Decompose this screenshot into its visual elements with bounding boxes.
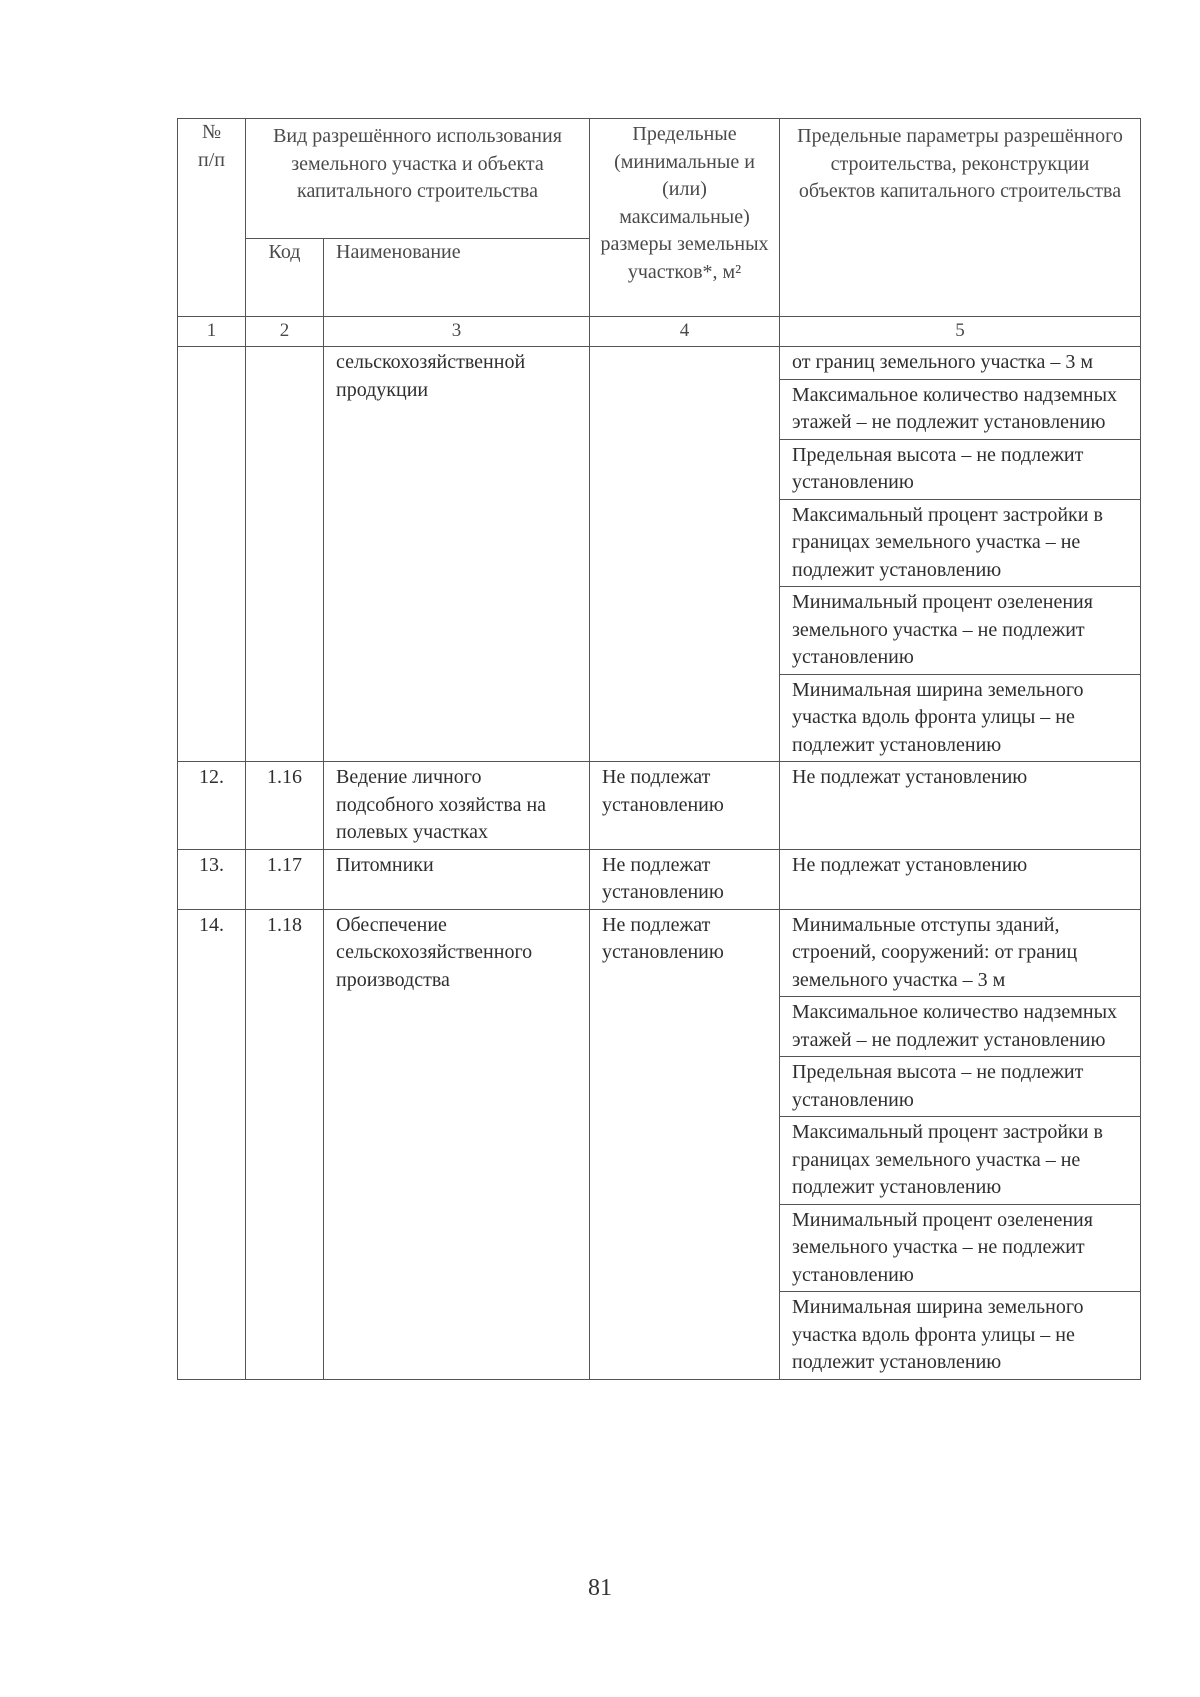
column-index-row xyxy=(178,317,1141,347)
row-code xyxy=(246,909,324,1379)
param-item: Минимальная ширина земельного участка вдоль фронта улицы – не подлежит установлению xyxy=(780,1291,1140,1379)
row-size-text: Не подлежат установлению xyxy=(602,913,724,963)
row-name-text: Ведение личного подсобного хозяйства на полевых участках xyxy=(336,766,547,843)
param-item: Максимальное количество надземных этажей – не подлежит установлению xyxy=(780,996,1140,1056)
row-code xyxy=(246,849,324,909)
row-num-text xyxy=(178,347,245,349)
col-index-cell: 4 xyxy=(590,317,780,347)
header-sizes: Предельные (минимальные и (или) максимальные) размеры земельных участков*, м² xyxy=(590,119,780,317)
col-index-cell: 1 xyxy=(178,317,246,347)
land-use-table xyxy=(177,118,1141,1380)
row-num-text: 12. xyxy=(199,766,224,788)
row-name-text: Питомники xyxy=(336,853,434,876)
row-params xyxy=(780,849,1141,909)
row-num-text: 14. xyxy=(199,913,224,936)
row-code-text: 1.17 xyxy=(267,853,302,876)
row-params xyxy=(780,347,1141,762)
table-row xyxy=(178,909,1141,1379)
row-num xyxy=(178,909,246,1379)
row-size xyxy=(590,762,780,850)
row-size-text: Не подлежат установлению xyxy=(602,853,724,903)
param-item: Максимальный процент застройки в границах земельного участка – не подлежит установлению xyxy=(780,499,1140,587)
param-item: Максимальное количество надземных этажей – не подлежит установлению xyxy=(780,379,1140,439)
row-name xyxy=(324,909,590,1379)
param-item: Минимальная ширина земельного участка вдоль фронта улицы – не подлежит установлению xyxy=(780,674,1140,762)
param-item: Минимальный процент озеленения земельного участка – не подлежит установлению xyxy=(780,1204,1140,1292)
table-header-row xyxy=(178,119,1141,239)
param-item: Максимальный процент застройки в границах земельного участка – не подлежит установлению xyxy=(780,1116,1140,1204)
param-item: Не подлежат установлению xyxy=(792,853,1028,876)
param-item: от границ земельного участка – 3 м xyxy=(792,351,1093,373)
col-index-cell: 3 xyxy=(324,317,590,347)
page-number: 81 xyxy=(588,1575,612,1601)
param-item: Минимальный процент озеленения земельного участка – не подлежит установлению xyxy=(780,586,1140,674)
row-name-text: Обеспечение сельскохозяйственного производства xyxy=(336,913,533,991)
row-size xyxy=(590,347,780,762)
row-code xyxy=(246,347,324,762)
row-code xyxy=(246,762,324,850)
header-kind-group: Вид разрешённого использования земельного участка и объекта капитального строительства xyxy=(246,119,590,239)
header-num: № п/п xyxy=(178,119,246,317)
header-params: Предельные параметры разрешённого строительства, реконструкции объектов капитального строительства xyxy=(780,119,1141,317)
col-index-cell: 5 xyxy=(780,317,1141,347)
header-code: Код xyxy=(246,239,324,317)
row-name xyxy=(324,347,590,762)
row-num-text: 13. xyxy=(199,853,224,876)
row-code-text xyxy=(246,347,323,349)
row-num xyxy=(178,347,246,762)
param-item: Минимальные отступы зданий, строений, сооружений: от границ земельного участка – 3 м xyxy=(792,913,1078,991)
param-item: Не подлежат установлению xyxy=(792,766,1028,788)
header-name: Наименование xyxy=(324,239,590,317)
row-params xyxy=(780,909,1141,1379)
table-row xyxy=(178,347,1141,762)
row-size-text: Не подлежат установлению xyxy=(602,766,724,816)
row-size xyxy=(590,849,780,909)
col-index-cell: 2 xyxy=(246,317,324,347)
row-params xyxy=(780,762,1141,850)
row-name xyxy=(324,762,590,850)
row-code-text: 1.16 xyxy=(267,766,302,788)
param-item: Предельная высота – не подлежит установлению xyxy=(780,1056,1140,1116)
row-num xyxy=(178,849,246,909)
row-size-text xyxy=(590,347,779,351)
row-size xyxy=(590,909,780,1379)
row-name-text: сельскохозяйственной продукции xyxy=(336,351,526,401)
row-code-text: 1.18 xyxy=(267,913,302,936)
row-name xyxy=(324,849,590,909)
row-num xyxy=(178,762,246,850)
param-item: Предельная высота – не подлежит установлению xyxy=(780,439,1140,499)
table-row xyxy=(178,762,1141,850)
table-row xyxy=(178,849,1141,909)
